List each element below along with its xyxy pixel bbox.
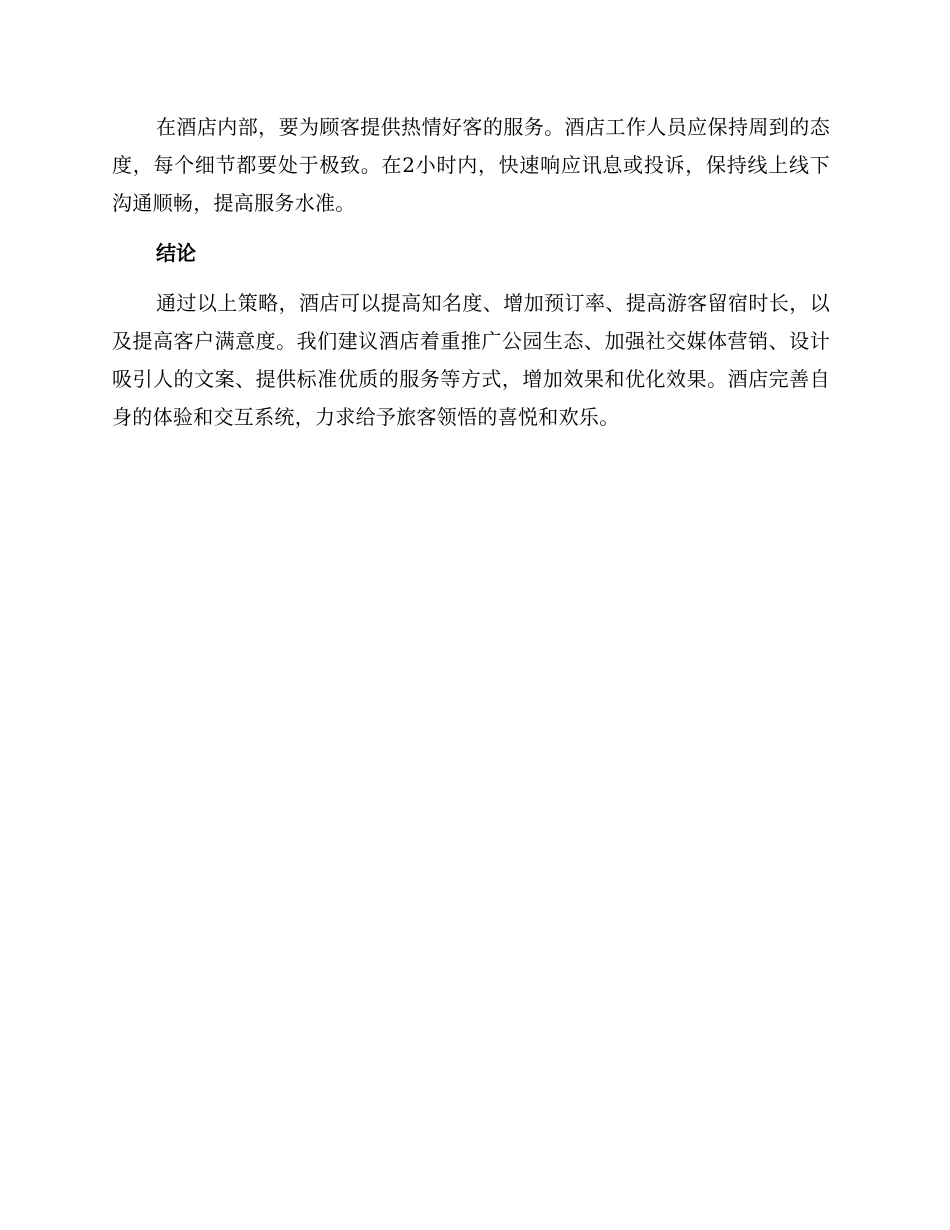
document-page [112, 108, 830, 436]
conclusion-paragraph: 通过以上策略，酒店可以提高知名度、增加预订率、提高游客留宿时长，以及提高客户满意度。我们建议酒店着重推广公园生态、加强社交媒体营销、设计吸引人的文案、提供标准优质的服务等方式，增加效果和优化效果。酒店完善自身的体验和交互系统，力求给予旅客领悟的喜悦和欢乐。 [112, 291, 830, 429]
conclusion-heading: 结论 [156, 241, 196, 265]
service-paragraph: 在酒店内部，要为顾客提供热情好客的服务。酒店工作人员应保持周到的态度，每个细节都要处于极致。在2小时内，快速响应讯息或投诉，保持线上线下沟通顺畅，提高服务水准。 [112, 115, 830, 215]
